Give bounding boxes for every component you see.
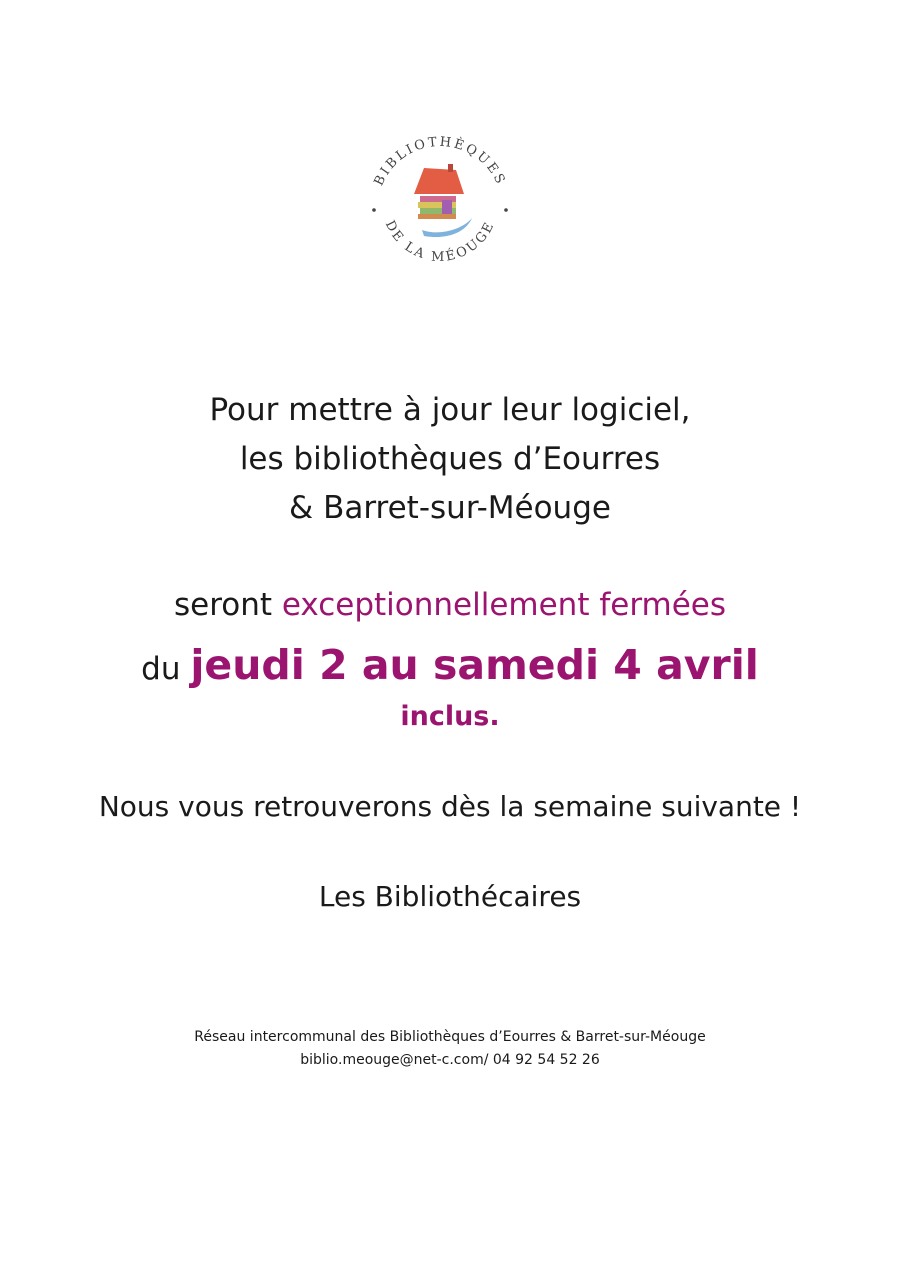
closure-statement: [0, 582, 900, 628]
intro-line-1: Pour mettre à jour leur logiciel,: [209, 392, 691, 428]
date-range: jeudi 2 au samedi 4 avril: [190, 641, 759, 689]
intro-paragraph: [0, 386, 900, 533]
footer-network: Réseau intercommunal des Bibliothèques d’Eourres & Barret-sur-Méouge: [194, 1029, 706, 1045]
footer: [0, 1026, 900, 1072]
return-message: Nous vous retrouverons dès la semaine suivante !: [98, 790, 802, 823]
logo-dot-right: [504, 208, 508, 212]
intro-line-3: & Barret-sur-Méouge: [289, 490, 611, 526]
logo-book-house-icon: [414, 164, 464, 219]
seront-text: seront: [173, 587, 273, 623]
inclus-text: inclus.: [400, 701, 500, 732]
library-logo: [360, 128, 520, 288]
du-text: du: [141, 651, 181, 687]
signature: Les Bibliothécaires: [318, 880, 582, 913]
logo-arc-top-text: BIBLIOTHÈQUES: [371, 134, 509, 189]
logo-arc-bottom-text: DE LA MÉOUGE: [381, 218, 499, 265]
logo-river-icon: [422, 218, 472, 237]
logo-dot-left: [372, 208, 376, 212]
closure-dates: [0, 634, 900, 700]
intro-line-2: les bibliothèques d’Eourres: [239, 441, 661, 477]
footer-contact: biblio.meouge@net-c.com/ 04 92 54 52 26: [300, 1052, 600, 1068]
closure-highlight: exceptionnellement fermées: [281, 587, 727, 623]
